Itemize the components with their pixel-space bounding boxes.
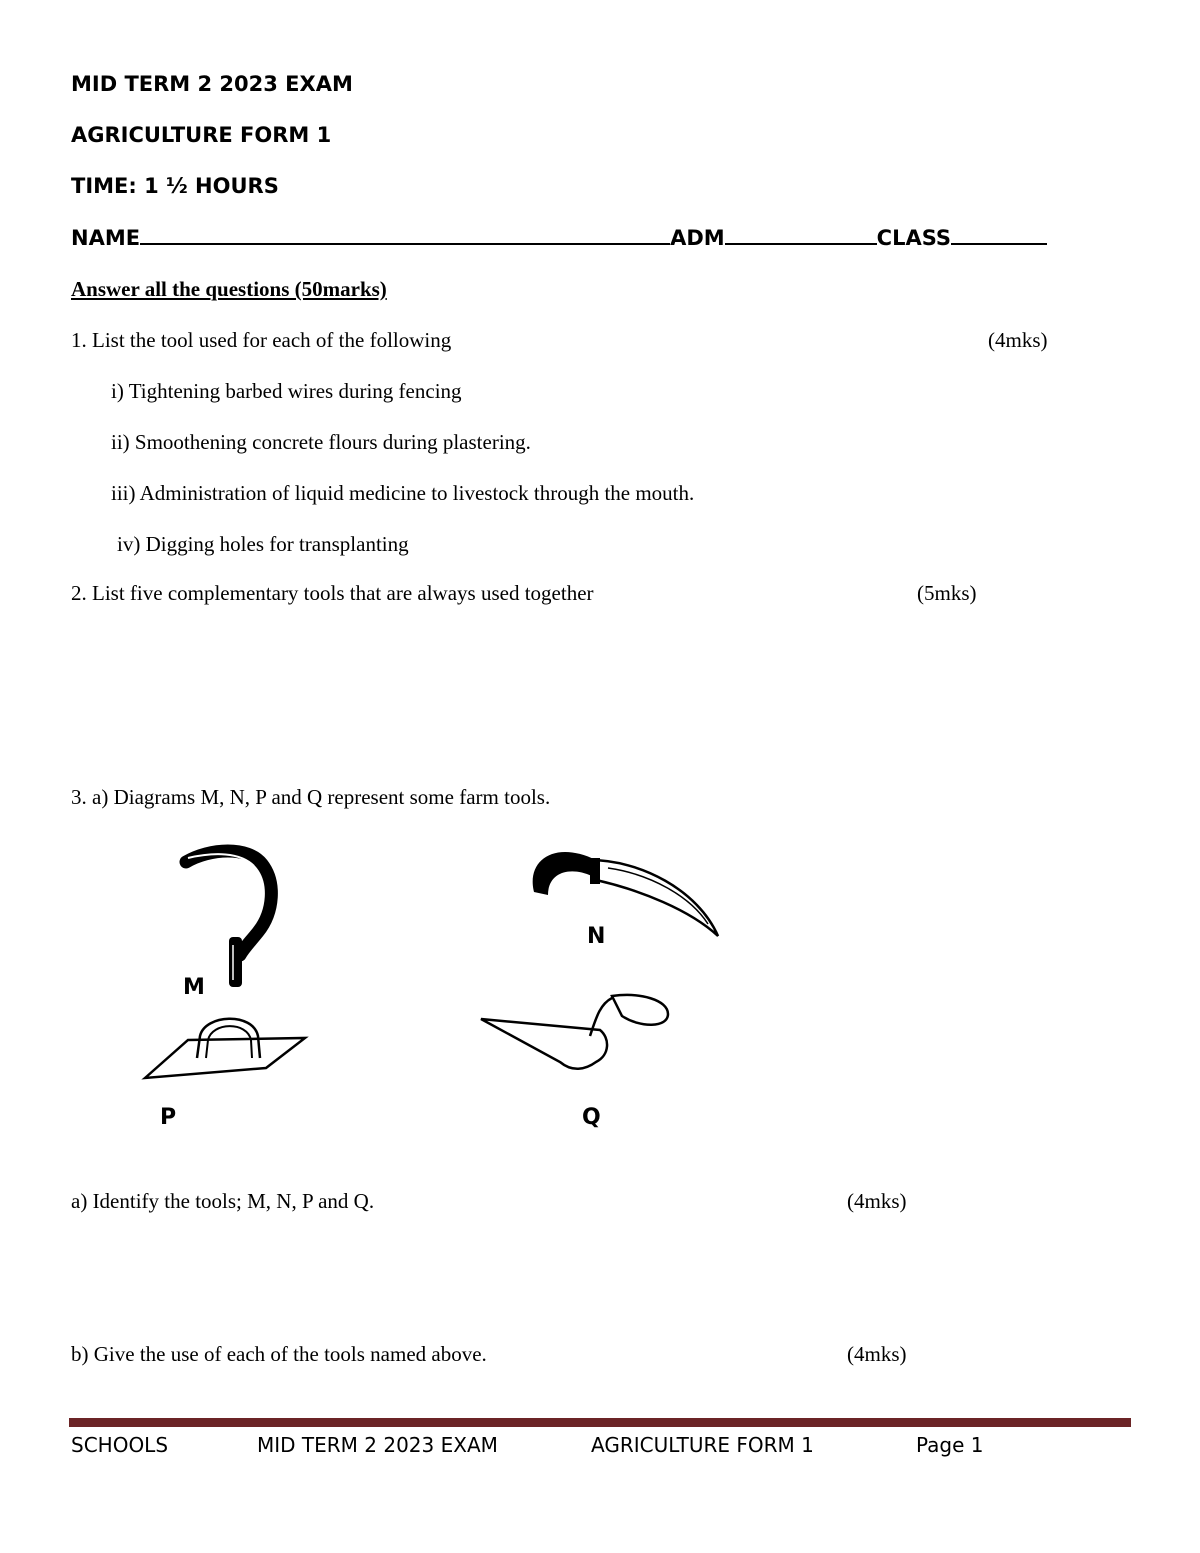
- tool-m-drawing: [186, 851, 271, 987]
- q3b-text: b) Give the use of each of the tools named above.: [71, 1342, 487, 1366]
- footer-subject: AGRICULTURE FORM 1: [591, 1433, 814, 1457]
- figure-label-m: M: [183, 975, 205, 1000]
- q3-intro: 3. a) Diagrams M, N, P and Q represent some farm tools.: [71, 785, 551, 809]
- tool-p-drawing: [145, 1019, 305, 1078]
- q3a-marks: (4mks): [847, 1189, 907, 1213]
- figure-label-p: P: [160, 1105, 177, 1130]
- figure-label-q: Q: [582, 1105, 601, 1130]
- tool-q-drawing: [481, 995, 668, 1069]
- figure-label-n: N: [587, 924, 606, 949]
- footer-page: Page 1: [916, 1433, 984, 1457]
- footer-rule: [69, 1418, 1131, 1427]
- subject-title: AGRICULTURE FORM 1: [71, 123, 332, 147]
- q2-marks: (5mks): [917, 581, 977, 605]
- q1-marks: (4mks): [988, 328, 1048, 352]
- footer-exam: MID TERM 2 2023 EXAM: [257, 1433, 498, 1457]
- instruction: Answer all the questions (50marks): [71, 277, 387, 301]
- q1-item-4: iv) Digging holes for transplanting: [117, 532, 409, 556]
- q1-item-1: i) Tightening barbed wires during fencing: [111, 379, 462, 403]
- exam-title: MID TERM 2 2023 EXAM: [71, 72, 353, 96]
- class-label: CLASS: [876, 226, 952, 250]
- tool-n-drawing: [533, 852, 718, 936]
- q1-item-2: ii) Smoothening concrete flours during plastering.: [111, 430, 531, 454]
- q3a-text: a) Identify the tools; M, N, P and Q.: [71, 1189, 375, 1213]
- q2-text: 2. List five complementary tools that are always used together: [71, 581, 594, 605]
- adm-label: ADM: [670, 226, 725, 250]
- footer-school: SCHOOLS: [71, 1433, 169, 1457]
- name-label: NAME: [71, 226, 141, 250]
- time-allowed: TIME: 1 ½ HOURS: [71, 174, 279, 198]
- q3b-marks: (4mks): [847, 1342, 907, 1366]
- q1-text: 1. List the tool used for each of the following: [71, 328, 452, 352]
- q1-item-3: iii) Administration of liquid medicine to livestock through the mouth.: [111, 481, 695, 505]
